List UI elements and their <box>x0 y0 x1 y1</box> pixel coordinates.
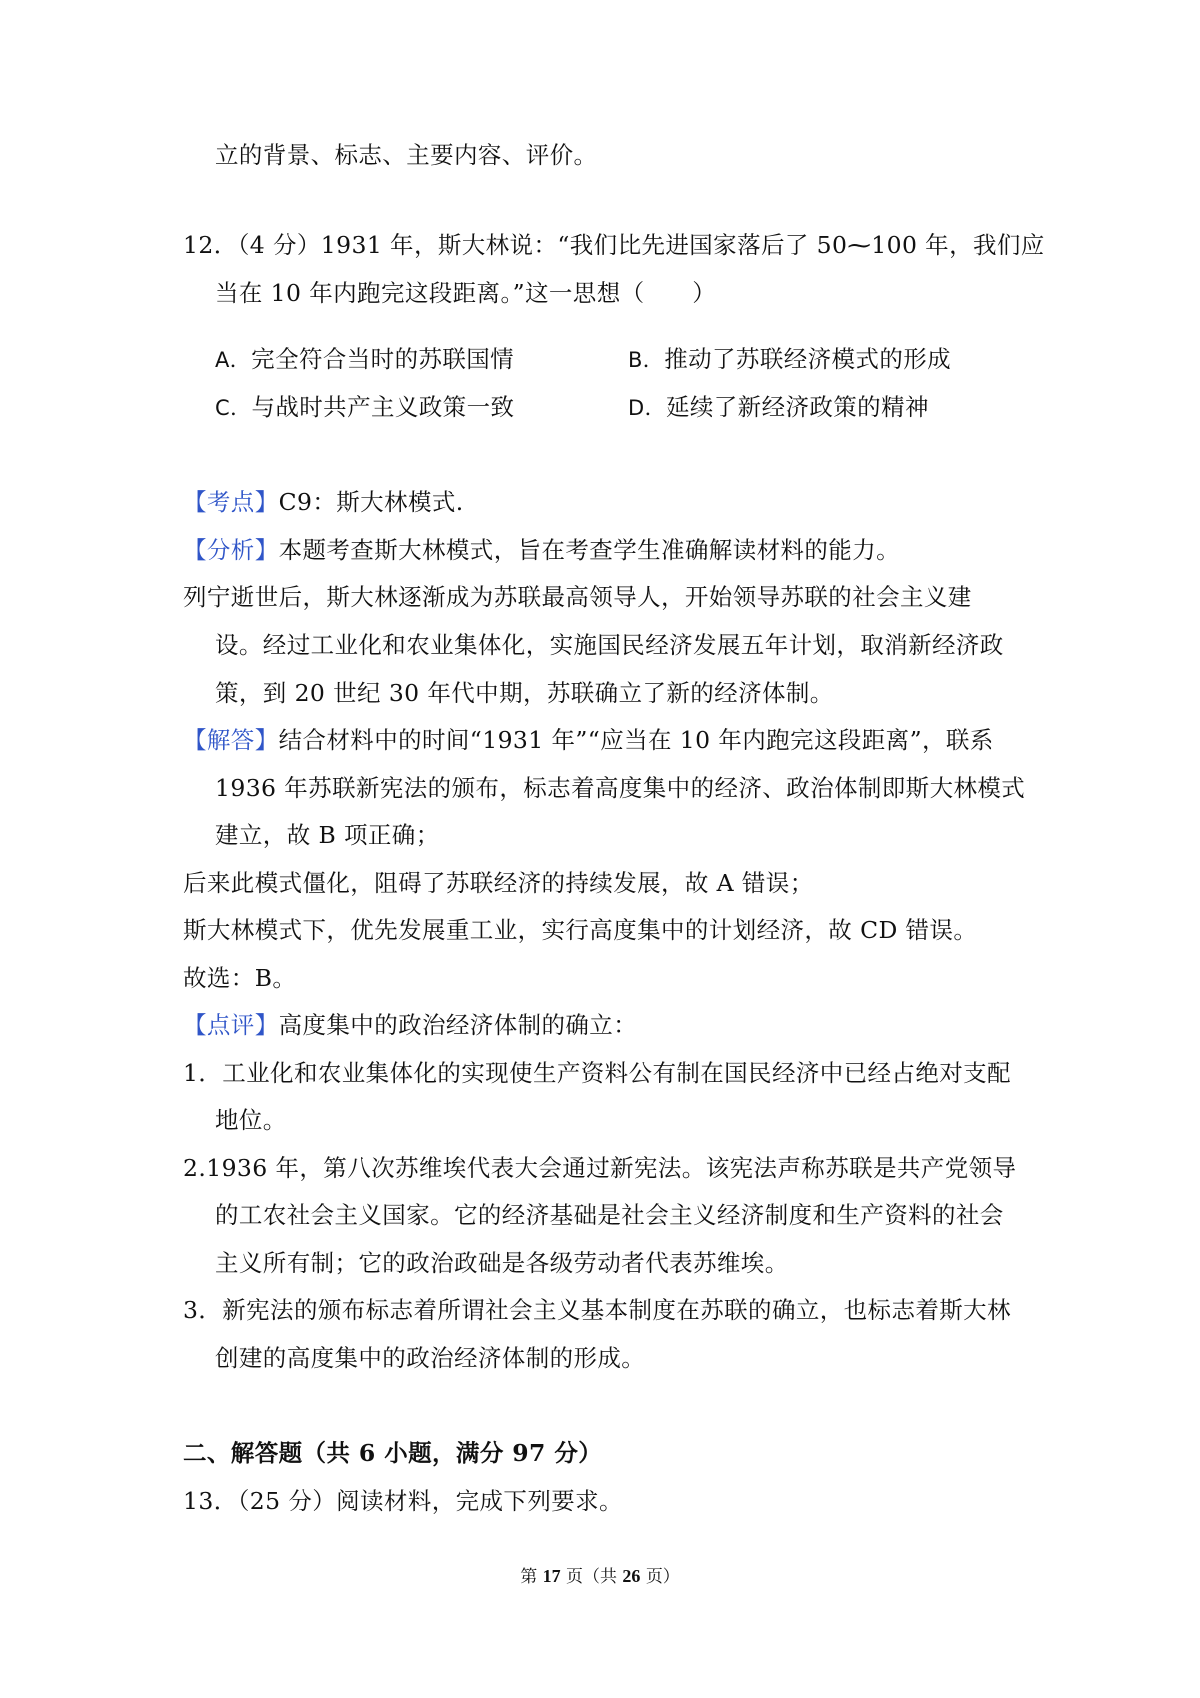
dianping-item1-line1: 1．工业化和农业集体化的实现使生产资料公有制在国民经济中已经占绝对支配 <box>183 1059 1011 1087</box>
jieda-text: 结合材料中的时间“1931 年”“应当在 10 年内跑完这段距离”，联系 <box>278 726 994 754</box>
footer-page-number: 17 <box>542 1566 561 1586</box>
intro-line: 立的背景、标志、主要内容、评价。 <box>215 141 598 169</box>
option-d-label: D． <box>628 396 666 420</box>
kaodian-text: C9：斯大林模式. <box>278 488 464 516</box>
fenxi-tag: 【分析】 <box>183 536 279 564</box>
dianping-item2-line3: 主义所有制；它的政治政础是各级劳动者代表苏维埃。 <box>215 1249 789 1277</box>
dianping-tag: 【点评】 <box>183 1011 279 1039</box>
question-stem-line2: 当在 10 年内跑完这段距离。”这一思想（ ） <box>215 279 717 307</box>
fenxi-line <box>183 533 900 567</box>
option-a <box>215 342 514 377</box>
option-c-text: 与战时共产主义政策一致 <box>251 393 515 421</box>
page-footer <box>0 1564 1200 1589</box>
footer-mid: 页（共 <box>566 1567 617 1587</box>
option-c-label: C． <box>215 396 252 420</box>
jieda-answer: 故选：B。 <box>183 964 297 992</box>
fenxi-para-line2: 设。经过工业化和农业集体化，实施国民经济发展五年计划，取消新经济政 <box>215 631 1004 659</box>
option-b-label: B． <box>628 348 665 372</box>
option-c <box>215 390 514 425</box>
option-d-text: 延续了新经济政策的精神 <box>665 393 929 421</box>
dianping-item1-line2: 地位。 <box>215 1106 287 1134</box>
option-b-text: 推动了苏联经济模式的形成 <box>664 345 952 373</box>
jieda-line1 <box>183 723 994 757</box>
jieda-line5: 斯大林模式下，优先发展重工业，实行高度集中的计划经济，故 CD 错误。 <box>183 916 978 944</box>
jieda-tag: 【解答】 <box>183 726 279 754</box>
fenxi-para-line3: 策，到 20 世纪 30 年代中期，苏联确立了新的经济体制。 <box>215 679 834 707</box>
fenxi-para-line1: 列宁逝世后，斯大林逐渐成为苏联最高领导人，开始领导苏联的社会主义建 <box>183 583 972 611</box>
dianping-line <box>183 1008 637 1042</box>
option-d <box>628 390 929 425</box>
dianping-item3-line2: 创建的高度集中的政治经济体制的形成。 <box>215 1344 646 1372</box>
footer-pre: 第 <box>520 1567 538 1587</box>
section-heading: 二、解答题（共 6 小题，满分 97 分） <box>183 1439 603 1467</box>
jieda-line3: 建立，故 B 项正确； <box>215 821 440 849</box>
option-a-label: A． <box>215 348 252 372</box>
jieda-line4: 后来此模式僵化，阻碍了苏联经济的持续发展，故 A 错误； <box>183 869 814 897</box>
kaodian-tag: 【考点】 <box>183 488 279 516</box>
footer-post: 页） <box>645 1567 680 1587</box>
jieda-line2: 1936 年苏联新宪法的颁布，标志着高度集中的经济、政治体制即斯大林模式 <box>215 774 1026 802</box>
question-13: 13．（25 分）阅读材料，完成下列要求。 <box>183 1487 623 1515</box>
dianping-item2-line2: 的工农社会主义国家。它的经济基础是社会主义经济制度和生产资料的社会 <box>215 1201 1004 1229</box>
dianping-item2-line1: 2.1936 年，第八次苏维埃代表大会通过新宪法。该宪法声称苏联是共产党领导 <box>183 1154 1017 1182</box>
footer-total-pages: 26 <box>622 1566 641 1586</box>
option-b <box>628 342 951 377</box>
dianping-item3-line1: 3．新宪法的颁布标志着所谓社会主义基本制度在苏联的确立，也标志着斯大林 <box>183 1296 1011 1324</box>
dianping-text: 高度集中的政治经济体制的确立： <box>278 1011 638 1039</box>
option-a-text: 完全符合当时的苏联国情 <box>251 345 515 373</box>
question-stem-line1: （4 分）1931 年，斯大林说：“我们比先进国家落后了 50⁓100 年，我们应 <box>237 231 1045 259</box>
kaodian-line <box>183 485 464 519</box>
fenxi-text: 本题考查斯大林模式，旨在考查学生准确解读材料的能力。 <box>278 536 901 564</box>
question-number: 12． <box>183 231 238 259</box>
question-12 <box>183 228 1045 262</box>
